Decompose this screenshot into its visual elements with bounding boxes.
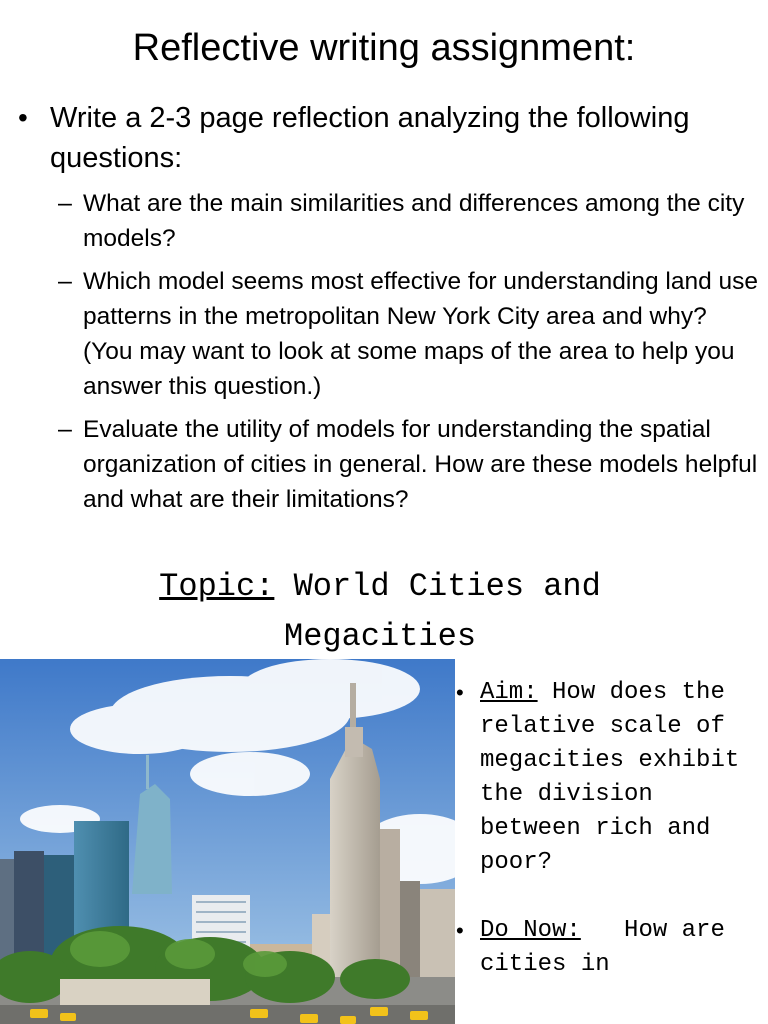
question-text: Evaluate the utility of models for understanding the spatial organization of cities in general. How are these models helpful and what are their limitations?: [83, 416, 758, 513]
question-text: Which model seems most effective for understanding land use patterns in the metropolitan New York City area and why? (You may want to look at some maps of the area to help you answer this question.): [83, 268, 759, 400]
question-list: [58, 186, 758, 525]
topic-label: Topic:: [159, 568, 275, 605]
city-photo-image: [0, 659, 455, 1024]
bullet-dot: •: [456, 918, 464, 943]
bullet-dot: •: [456, 680, 464, 705]
question-item: [58, 186, 758, 256]
aim-label: Aim:: [480, 679, 538, 706]
dash-marker: –: [58, 267, 72, 295]
slide-title: Reflective writing assignment:: [132, 27, 636, 69]
topic-text: World Cities and Megacities: [274, 568, 601, 655]
dash-marker: –: [58, 415, 72, 443]
slide-world-cities: [0, 562, 768, 1024]
do-now-text: How are cities in: [480, 917, 740, 978]
aim-bullet: [456, 676, 768, 880]
question-text: What are the main similarities and differences among the city models?: [83, 190, 745, 252]
question-item: [58, 412, 758, 517]
dash-marker: –: [58, 189, 72, 217]
bullet-dot: •: [18, 102, 28, 133]
do-now-label: Do Now:: [480, 917, 581, 944]
topic-heading: [70, 562, 690, 662]
question-item: [58, 264, 758, 404]
aim-text: How does the relative scale of megacities exhibit the division between rich and poor?: [480, 679, 740, 876]
main-bullet: [18, 98, 748, 178]
do-now-bullet: [456, 914, 768, 982]
main-bullet-text: Write a 2-3 page reflection analyzing the following questions:: [50, 102, 690, 174]
aim-column: [455, 676, 768, 982]
spacer: [455, 880, 768, 914]
city-photo: [0, 659, 455, 1024]
